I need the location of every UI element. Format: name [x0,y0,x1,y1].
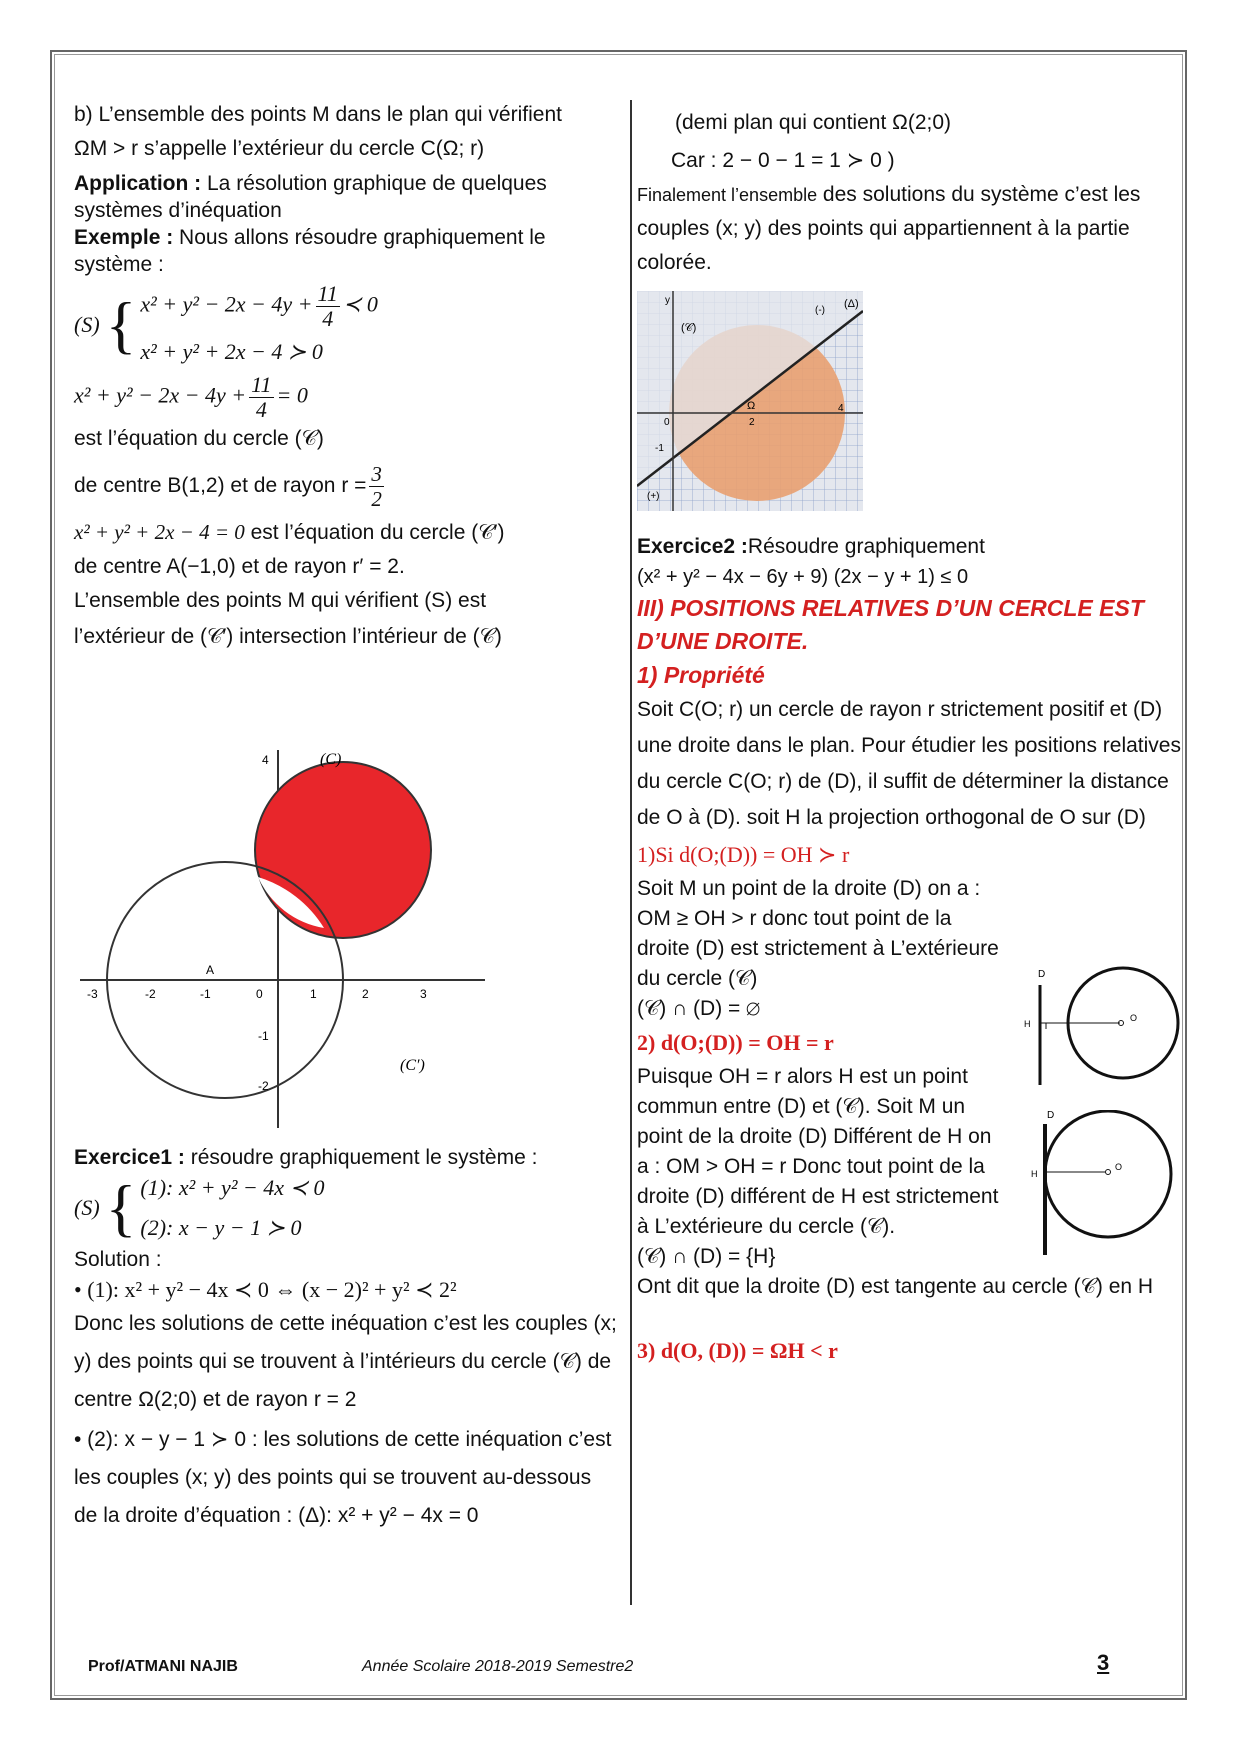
left-column-lower [74,1143,619,1535]
x-tick: 0 [256,987,263,1001]
label-delta: (Δ) [844,298,859,310]
eq2-text: est l’équation du cercle (𝒞′) [244,521,505,544]
y-tick: -2 [258,1079,269,1093]
circle-eq-end: = 0 [276,382,308,408]
y-tick: 4 [262,753,269,767]
label-zero: 0 [664,417,670,428]
property-text: Soit C(O; r) un cercle de rayon r strictement positif et (D) une droite dans le plan. Pour étudier les positions relatives du cercle C(O; r) de (D), il suffit de déterminer la distance de O à (D). soit H la projection orthogonal de O sur (D) [637,698,1181,829]
fraction [249,373,273,422]
system-s [74,282,619,367]
circle-eq-part: x² + y² − 2x − 4y + [74,382,247,408]
case1-heading: 1)Si d(O;(D)) = OH ≻ r [637,842,850,867]
case2-text: Puisque OH = r alors H est un point commun entre (D) et (𝒞). Soit M un point de la droite (D) Différent de H on a : OM > OH = r Donc tout point de la droite (D) différent de H est strictement à L’extérieure du cercle (𝒞). [637,1065,999,1238]
exercise2-heading [637,532,1182,562]
label-h: H [1024,1019,1031,1029]
eq2-math: x² + y² + 2x − 4 = 0 [74,520,245,544]
system-lhs: (S) [74,311,100,337]
x-tick: -2 [145,987,156,1001]
section-title: III) POSITIONS RELATIVES D’UN CERCLE EST D’UNE DROITE. [637,595,1144,654]
application-text: La résolution graphique de quelques systèmes d’inéquation [74,172,547,222]
left-column [74,100,619,652]
x-tick: 1 [310,987,317,1001]
exercise1-label: Exercice1 : [74,1146,185,1169]
label-plus: (+) [647,491,660,502]
exercise1-heading [74,1143,619,1173]
half-plane-line: (demi plan qui contient Ω(2;0) [675,111,952,134]
set-line2: l’extérieur de (𝒞′) intersection l’intérieur de (𝒞) [74,625,502,648]
system-equations [140,282,377,367]
footer-year: Année Scolaire 2018-2019 Semestre2 [362,1658,634,1675]
example-paragraph [74,224,619,278]
photo-graph [637,291,863,511]
eq2-line [74,517,619,548]
label-a: A [206,963,215,977]
x-tick: -3 [87,987,98,1001]
case2-heading: 2) d(O;(D)) = OH = r [637,1030,834,1055]
y-tick: -1 [258,1029,269,1043]
exercise2-label: Exercice2 : [637,535,748,558]
case3-heading: 3) d(O, (D)) = ΩH < r [637,1338,838,1363]
solution-label: Solution : [74,1248,162,1271]
example-label: Exemple : [74,226,174,249]
exterior-line-figure [1020,965,1185,1087]
example-text: Nous allons résoudre graphiquement le système : [74,226,546,276]
label-circle: (𝒞) [681,322,697,334]
case1-text: Soit M un point de la droite (D) on a : OM ≥ OH > r donc tout point de la droite (D) est strictement à L’extérieure du cercle (𝒞) [637,877,999,990]
eq1-part: x² + y² − 2x − 4y + [140,291,313,317]
exercise1-text: résoudre graphiquement le système : [184,1146,538,1169]
solution-text1: Donc les solutions de cette inéquation c’est les couples (x; y) des points qui se trouvent à l’intérieurs du cercle (𝒞) de centre Ω(2;0) et de rayon r = 2 [74,1312,617,1411]
case2-intersection: (𝒞) ∩ (D) = {H} [637,1245,776,1268]
system-lhs: (S) [74,1195,100,1220]
label-c: (C) [320,751,342,768]
label-minus: (-) [815,305,825,316]
because-line: Car : 2 − 0 − 1 = 1 ≻ 0 ) [671,149,895,172]
label-o: O [1130,1013,1138,1023]
fraction-den: 2 [371,487,382,511]
fraction-num: 3 [371,462,382,486]
fraction-den: 4 [322,306,334,331]
application-label: Application : [74,172,202,195]
solution-bullet1: • (1): x² + y² − 4x ≺ 0 ⇔ (x − 2)² + y² ≺ 2² [74,1277,457,1302]
application-paragraph [74,170,619,224]
center-line [74,462,619,511]
system-eq1 [140,282,377,331]
fraction-num: 11 [251,372,272,397]
x-tick: -1 [200,987,211,1001]
final-set-text [637,178,1182,280]
label-d: D [1038,969,1046,980]
tangent-conclusion: Ont dit que la droite (D) est tangente au cercle (𝒞) en H [637,1275,1154,1298]
brace-icon: { [105,1172,137,1243]
fraction [369,462,384,511]
label-four: 4 [838,403,844,414]
brace-icon: { [105,288,137,360]
b-line1: b) L’ensemble des points M dans le plan qui vérifient [74,103,562,126]
eq2-center: de centre A(−1,0) et de rayon r′ = 2. [74,555,405,578]
label-o: O [1115,1162,1123,1172]
label-d: D [1047,1110,1055,1121]
exercise2-text: Résoudre graphiquement [747,535,985,558]
circle-c-filled [255,762,431,938]
center-text: de centre B(1,2) et de rayon r = [74,474,367,498]
page-number: 3 [1097,1650,1110,1675]
tangent-figure [1025,1110,1185,1260]
system-equations [140,1173,324,1243]
fraction-num: 11 [317,281,338,306]
exercise2-equation: (x² + y² − 4x − 6y + 9) (2x − y + 1) ≤ 0 [637,566,969,588]
circles-graph [80,750,490,1130]
label-h: H [1031,1169,1038,1179]
label-c-prime: (C′) [400,1057,425,1074]
case1-block [637,874,1002,1024]
label-omega: Ω [747,400,756,412]
ex1-eq1: (1): x² + y² − 4x ≺ 0 [140,1175,325,1200]
final-rest: des solutions du système c’est les couples (x; y) des points qui appartiennent à la partie colorée. [637,183,1141,274]
case2-block [637,1062,1007,1272]
ex1-eq2: (2): x − y − 1 ≻ 0 [140,1215,302,1240]
x-tick: 2 [362,987,369,1001]
circle-is: est l’équation du cercle (𝒞) [74,427,324,450]
eq1-end: ≺ 0 [342,291,378,317]
fraction [316,282,340,331]
column-divider [630,100,632,1605]
solution-bullet2: • (2): x − y − 1 ≻ 0 : les solutions de cette inéquation c’est les couples (x; y) des points qui se trouvent au-dessous de la droite d’équation : (Δ): x² + y² − 4x = 0 [74,1428,612,1527]
case1-intersection: (𝒞) ∩ (D) = ∅ [637,997,761,1020]
final-small: Finalement l’ensemble [637,185,818,205]
label-minus-one: -1 [655,443,664,454]
footer-author: Prof/ATMANI NAJIB [88,1658,238,1675]
exercise1-system [74,1173,619,1243]
b-line2: ΩM > r s’appelle l’extérieur du cercle C(Ω; r) [74,137,485,160]
label-y: y [665,295,670,306]
x-tick: 3 [420,987,427,1001]
right-column [637,100,1182,280]
set-line1: L’ensemble des points M qui vérifient (S) est [74,589,487,612]
label-two: 2 [749,417,755,428]
circle-equation [74,373,619,422]
center-point [1106,1170,1111,1175]
fraction-den: 4 [255,397,267,422]
system-eq2: x² + y² + 2x − 4 ≻ 0 [140,339,323,364]
property-title: 1) Propriété [637,662,765,688]
